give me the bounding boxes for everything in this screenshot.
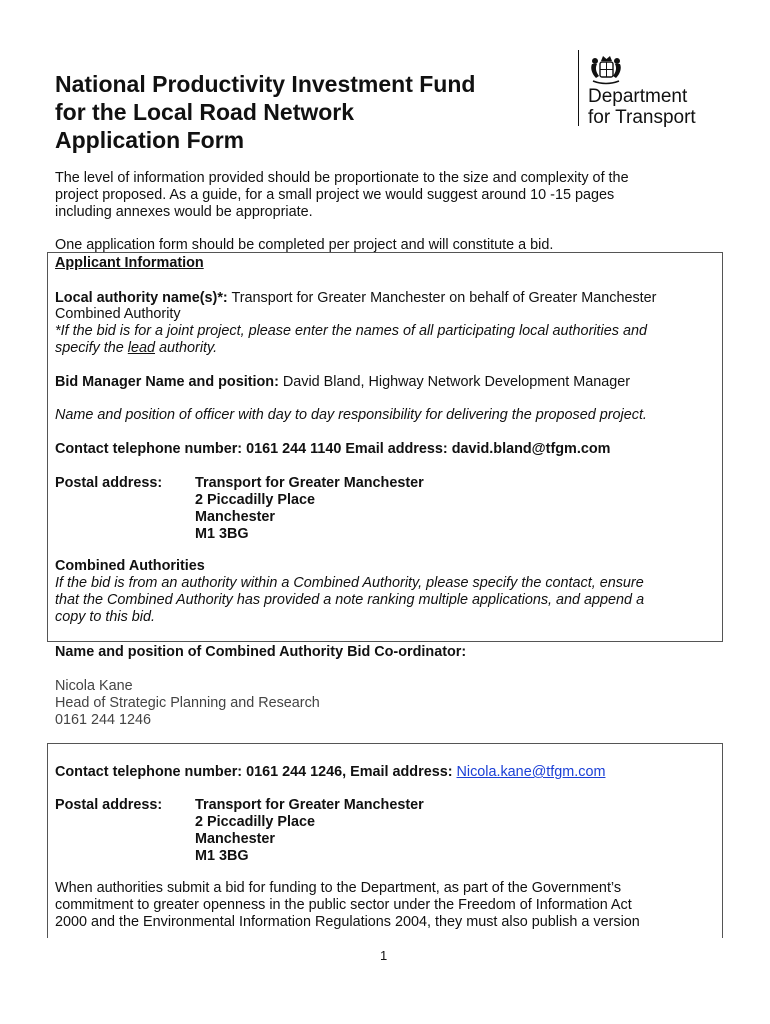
combined-authorities-heading: Combined Authorities: [55, 558, 205, 574]
coordinator-phone: 0161 244 1246: [55, 712, 152, 728]
intro-line: project proposed. As a guide, for a small project we would suggest around 10 -15 pages: [55, 187, 615, 203]
address-line: Manchester: [195, 831, 275, 847]
address-line: 2 Piccadilly Place: [195, 492, 316, 508]
lead-underlined: lead: [127, 340, 156, 356]
title-line: Application Form: [55, 127, 245, 153]
coordinator-name: Nicola Kane: [55, 678, 133, 694]
local-authority-line: [55, 290, 656, 307]
page-number: 1: [380, 948, 388, 963]
coordinator-position: Head of Strategic Planning and Research: [55, 695, 320, 711]
contact-line: Contact telephone number: 0161 244 1140 Email address: david.bland@tfgm.com: [55, 441, 611, 457]
address-line: Transport for Greater Manchester: [195, 797, 424, 813]
address-line: Transport for Greater Manchester: [195, 475, 424, 491]
local-authority-label: Local authority name(s)*:: [55, 290, 228, 306]
combined-authorities-note: that the Combined Authority has provided a note ranking multiple applications, and append a: [55, 592, 645, 608]
address-line: Manchester: [195, 509, 275, 525]
postal-address-label: Postal address:: [55, 475, 163, 491]
bid-manager-note: Name and position of officer with day to day responsibility for delivering the proposed project.: [55, 407, 647, 423]
applicant-heading: Applicant Information: [55, 255, 204, 271]
postal-address: [195, 797, 424, 865]
foi-line: When authorities submit a bid for funding to the Department, as part of the Government’s: [55, 880, 622, 896]
logo-text: [588, 86, 696, 128]
combined-authorities-note: If the bid is from an authority within a Combined Authority, please specify the contact, ensure: [55, 575, 644, 591]
bid-manager-line: [55, 374, 630, 391]
bid-manager-label: Bid Manager Name and position:: [55, 374, 279, 390]
foi-line: 2000 and the Environmental Information Regulations 2004, they must also publish a version: [55, 914, 640, 930]
foi-line: commitment to greater openness in the public sector under the Freedom of Information Act: [55, 897, 632, 913]
coordinator-heading: Name and position of Combined Authority Bid Co-ordinator:: [55, 644, 467, 660]
local-authority-note: *If the bid is for a joint project, please enter the names of all participating local authorities and: [55, 323, 647, 339]
email-link[interactable]: Nicola.kane@tfgm.com: [456, 764, 606, 780]
local-authority-value: Transport for Greater Manchester on behalf of Greater Manchester: [227, 290, 657, 306]
postal-address-label: Postal address:: [55, 797, 163, 813]
page-title: [55, 70, 555, 154]
logo-line: Department: [588, 86, 688, 107]
address-line: M1 3BG: [195, 526, 249, 542]
title-line: National Productivity Investment Fund: [55, 71, 476, 97]
local-authority-value-cont: Combined Authority: [55, 306, 181, 322]
note-text: authority.: [155, 340, 218, 356]
dft-logo: [578, 50, 728, 130]
contact2-line: [55, 764, 605, 781]
royal-crest-icon: [586, 52, 626, 88]
address-line: M1 3BG: [195, 848, 249, 864]
intro-line: One application form should be completed per project and will constitute a bid.: [55, 237, 554, 253]
bid-manager-value: David Bland, Highway Network Development Manager: [278, 374, 631, 390]
intro-line: including annexes would be appropriate.: [55, 204, 313, 220]
intro-line: The level of information provided should be proportionate to the size and complexity of the: [55, 170, 629, 186]
note-text: specify the: [55, 340, 128, 356]
address-line: 2 Piccadilly Place: [195, 814, 316, 830]
postal-address: [195, 475, 424, 543]
local-authority-note-cont: [55, 340, 217, 357]
contact2-label: Contact telephone number: 0161 244 1246, Email address:: [55, 764, 457, 780]
title-line: for the Local Road Network: [55, 99, 355, 125]
combined-authorities-note: copy to this bid.: [55, 609, 155, 625]
logo-line: for Transport: [588, 107, 696, 128]
logo-divider: [578, 50, 579, 126]
